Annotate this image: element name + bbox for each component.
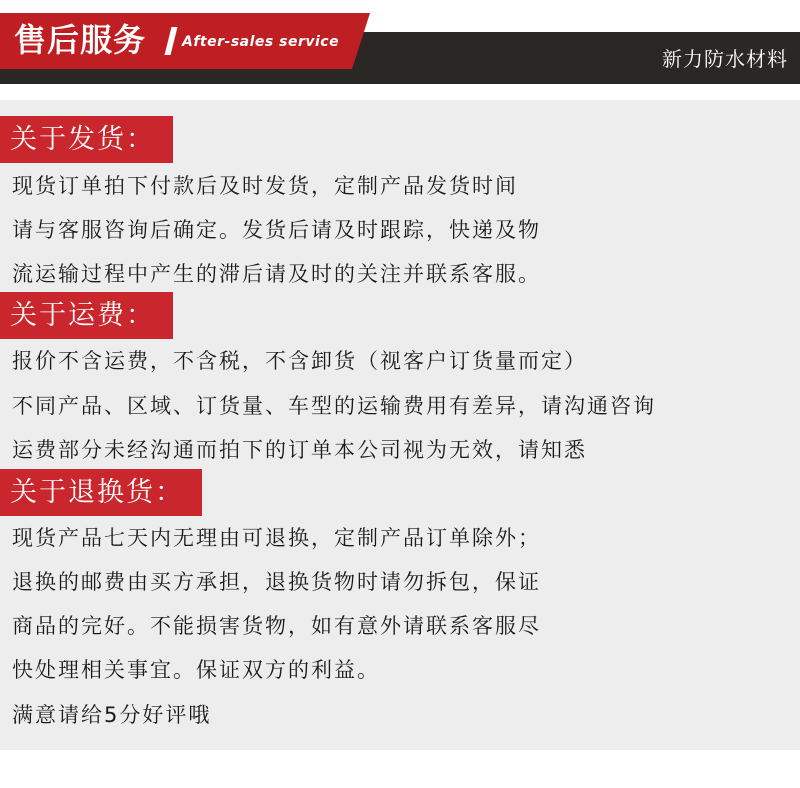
shipping-line: 现货订单拍下付款后及时发货，定制产品发货时间 — [12, 174, 518, 198]
returns-line: 快处理相关事宜。保证双方的利益。 — [12, 658, 380, 682]
section-label-freight: 关于运费： — [0, 292, 173, 339]
freight-line: 运费部分未经沟通而拍下的订单本公司视为无效，请知悉 — [12, 438, 587, 462]
section-label-returns: 关于退换货： — [0, 469, 202, 516]
page-subtitle: After-sales service — [182, 34, 340, 50]
freight-line: 报价不含运费，不含税，不含卸货（视客户订货量而定） — [12, 349, 587, 373]
returns-line: 退换的邮费由买方承担，退换货物时请勿拆包，保证 — [12, 570, 541, 594]
returns-line: 商品的完好。不能损害货物，如有意外请联系客服尽 — [12, 614, 541, 638]
shipping-line: 流运输过程中产生的滞后请及时的关注并联系客服。 — [12, 262, 541, 286]
page-title: 售后服务 — [14, 21, 147, 59]
section-label-shipping: 关于发货： — [0, 116, 173, 163]
shipping-line: 请与客服咨询后确定。发货后请及时跟踪，快递及物 — [12, 218, 541, 242]
freight-line: 不同产品、区域、订货量、车型的运输费用有差异，请沟通咨询 — [12, 394, 656, 418]
brand-name: 新力防水材料 — [662, 47, 788, 71]
returns-line: 现货产品七天内无理由可退换，定制产品订单除外； — [12, 526, 541, 550]
rating-request-line: 满意请给5分好评哦 — [12, 703, 212, 727]
